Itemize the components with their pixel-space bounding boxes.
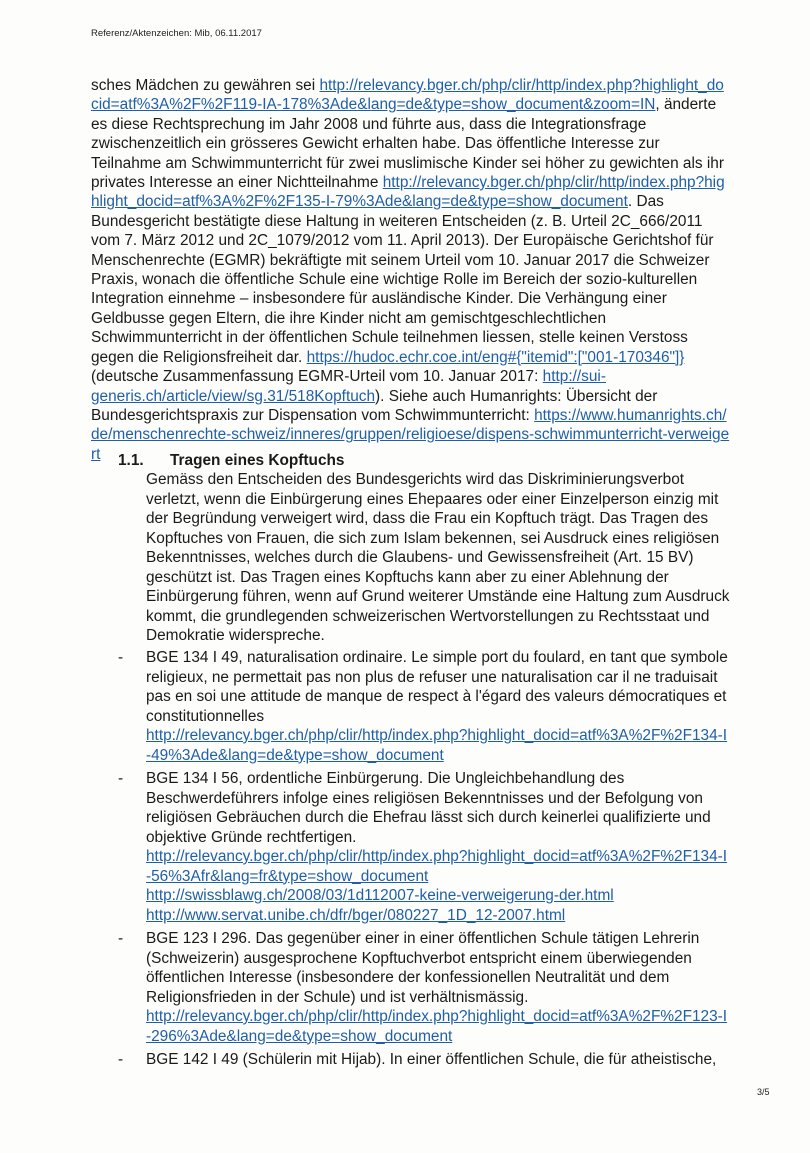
intro-text-5: ). Siehe auch Humanrights: Übersicht der Bundesgerichtspraxis zur Dispensation vom Schwimmunterricht:: [91, 387, 658, 424]
list-item-bge-123-i-296: [118, 929, 732, 1046]
section-kopftuch: [118, 451, 730, 646]
list-item-bge-142-i-49: [118, 1050, 732, 1070]
bullet-link-swissblawg[interactable]: http://swissblawg.ch/2008/03/1d112007-keine-verweigerung-der.html: [146, 887, 614, 904]
intro-text-4: (deutsche Zusammenfassung EGMR-Urteil vom 10. Januar 2017:: [91, 368, 543, 386]
section-title: Tragen eines Kopftuchs: [170, 452, 345, 469]
intro-text-3: . Das Bundesgericht bestätigte diese Haltung in weiteren Entscheiden (z. B. Urteil 2C_666/2011 vom 7. März 2012 und 2C_1079/2012 vom 11. April 2013). Der Europäische Gerichtshof für Menschenrechte (EGMR) bekräftigte mit seinem Urteil vom 10. Januar 2017 die Schweizer Praxis, wonach die öffentliche Schule eine wichtige Rolle im Bereich der sozio-kulturellen Integration einnehme – insbesondere für ausländische Kinder. Die Verhängung einer Geldbusse gegen Eltern, die ihre Kinder nicht am gemischtgeschlechtlichen Schwimmunterricht in der öffentlichen Schule teilnehmen liessen, stelle keinen Verstoss gegen die Religionsfreiheit dar.: [91, 193, 714, 366]
intro-paragraph: [91, 76, 731, 464]
bullet-text: BGE 142 I 49 (Schülerin mit Hijab). In einer öffentlichen Schule, die für atheistische,: [146, 1051, 717, 1068]
section-heading: [118, 451, 730, 470]
bullet-dash: -: [118, 930, 124, 947]
intro-text-1: sches Mädchen zu gewähren sei: [91, 77, 320, 94]
intro-text-2: , änderte es diese Rechtsprechung im Jahr 2008 und führte aus, dass die Integrationsfrage zwischenzeitlich ein grösseres Gewicht erhalten habe. Das öffentliche Interesse zur Teilnahme am Schwimmunterricht für zwei muslimische Kinder sei höher zu gewichten als ihr privates Interesse an einer Nichtteilnahme: [91, 96, 724, 192]
link-bge-119-ia-178[interactable]: http://relevancy.bger.ch/php/clir/http/index.php?highlight_docid=atf%3A%2F%2F119-IA-178%3Ade&lang=de&type=show_document&zoom=IN: [91, 77, 724, 114]
bullet-text: BGE 134 I 49, naturalisation ordinaire. Le simple port du foulard, en tant que symbole religieux, ne permettait pas non plus de refuser une naturalisation car il ne traduisait pas en soi une attitude de manque de respect à l'égard des valeurs démocratiques et constitutionnelles: [146, 649, 728, 725]
list-item-bge-134-i-49: [118, 648, 732, 765]
link-sui-generis[interactable]: http://sui-generis.ch/article/view/sg.31/518Kopftuch: [91, 368, 606, 405]
bullet-link[interactable]: http://relevancy.bger.ch/php/clir/http/index.php?highlight_docid=atf%3A%2F%2F134-I-56%3Afr&lang=fr&type=show_document: [146, 848, 728, 885]
bullet-link[interactable]: http://relevancy.bger.ch/php/clir/http/index.php?highlight_docid=atf%3A%2F%2F134-I-49%3Ade&lang=de&type=show_document: [146, 727, 728, 764]
reference-header: Referenz/Aktenzeichen: Mib, 06.11.2017: [91, 28, 262, 39]
link-humanrights[interactable]: https://www.humanrights.ch/de/menschenrechte-schweiz/inneres/gruppen/religioese/dispens-schwimmunterricht-verweigert: [91, 406, 730, 463]
bullet-dash: -: [118, 649, 124, 666]
bullet-dash: -: [118, 770, 124, 787]
bullet-link[interactable]: http://relevancy.bger.ch/php/clir/http/index.php?highlight_docid=atf%3A%2F%2F123-I-296%3Ade&lang=de&type=show_document: [146, 1008, 728, 1045]
bullet-text: BGE 123 I 296. Das gegenüber einer in einer öffentlichen Schule tätigen Lehrerin (Schweizerin) ausgesprochene Kopftuchverbot entspricht einem überwiegenden öffentlichen Interesse (insbesondere der konfessionellen Neutralität und dem Religionsfrieden in der Schule) und ist verhältnismässig.: [146, 930, 700, 1006]
list-item-bge-134-i-56: [118, 769, 732, 925]
section-body: Gemäss den Entscheiden des Bundesgerichts wird das Diskriminierungsverbot verletzt, wenn die Einbürgerung eines Ehepaares oder einer Einzelperson einzig mit der Begründung verweigert wird, dass die Frau ein Kopftuch trägt. Das Tragen des Kopftuches von Frauen, die sich zum Islam bekennen, sei Ausdruck eines religiösen Bekenntnisses, welches durch die Glaubens- und Gewissensfreiheit (Art. 15 BV) geschützt ist. Das Tragen eines Kopftuchs kann aber zu einer Ablehnung der Einbürgerung führen, wenn auf Grund weiterer Umstände eine Haltung zum Ausdruck kommt, die grundlegenden schweizerischen Wertvorstellungen zu Rechtsstaat und Demokratie widerspreche.: [146, 471, 730, 644]
section-number: 1.1.: [118, 452, 144, 469]
bullet-text: BGE 134 I 56, ordentliche Einbürgerung. Die Ungleichbehandlung des Beschwerdeführers infolge eines religiösen Bekenntnisses und der Befolgung von religiösen Gebräuchen durch die Ehefrau lässt sich durch keinerlei qualifizierte und objektive Gründe rechtfertigen.: [146, 770, 711, 846]
link-bge-135-i-79[interactable]: http://relevancy.bger.ch/php/clir/http/index.php?highlight_docid=atf%3A%2F%2F135-I-79%3Ade&lang=de&type=show_document: [91, 174, 725, 211]
page-number: 3/5: [757, 1087, 770, 1097]
bullet-link-servat[interactable]: http://www.servat.unibe.ch/dfr/bger/080227_1D_12-2007.html: [146, 906, 566, 924]
bullet-dash: -: [118, 1051, 124, 1068]
link-hudoc-echr[interactable]: https://hudoc.echr.coe.int/eng#{"itemid":["001-170346"]}: [306, 348, 685, 366]
